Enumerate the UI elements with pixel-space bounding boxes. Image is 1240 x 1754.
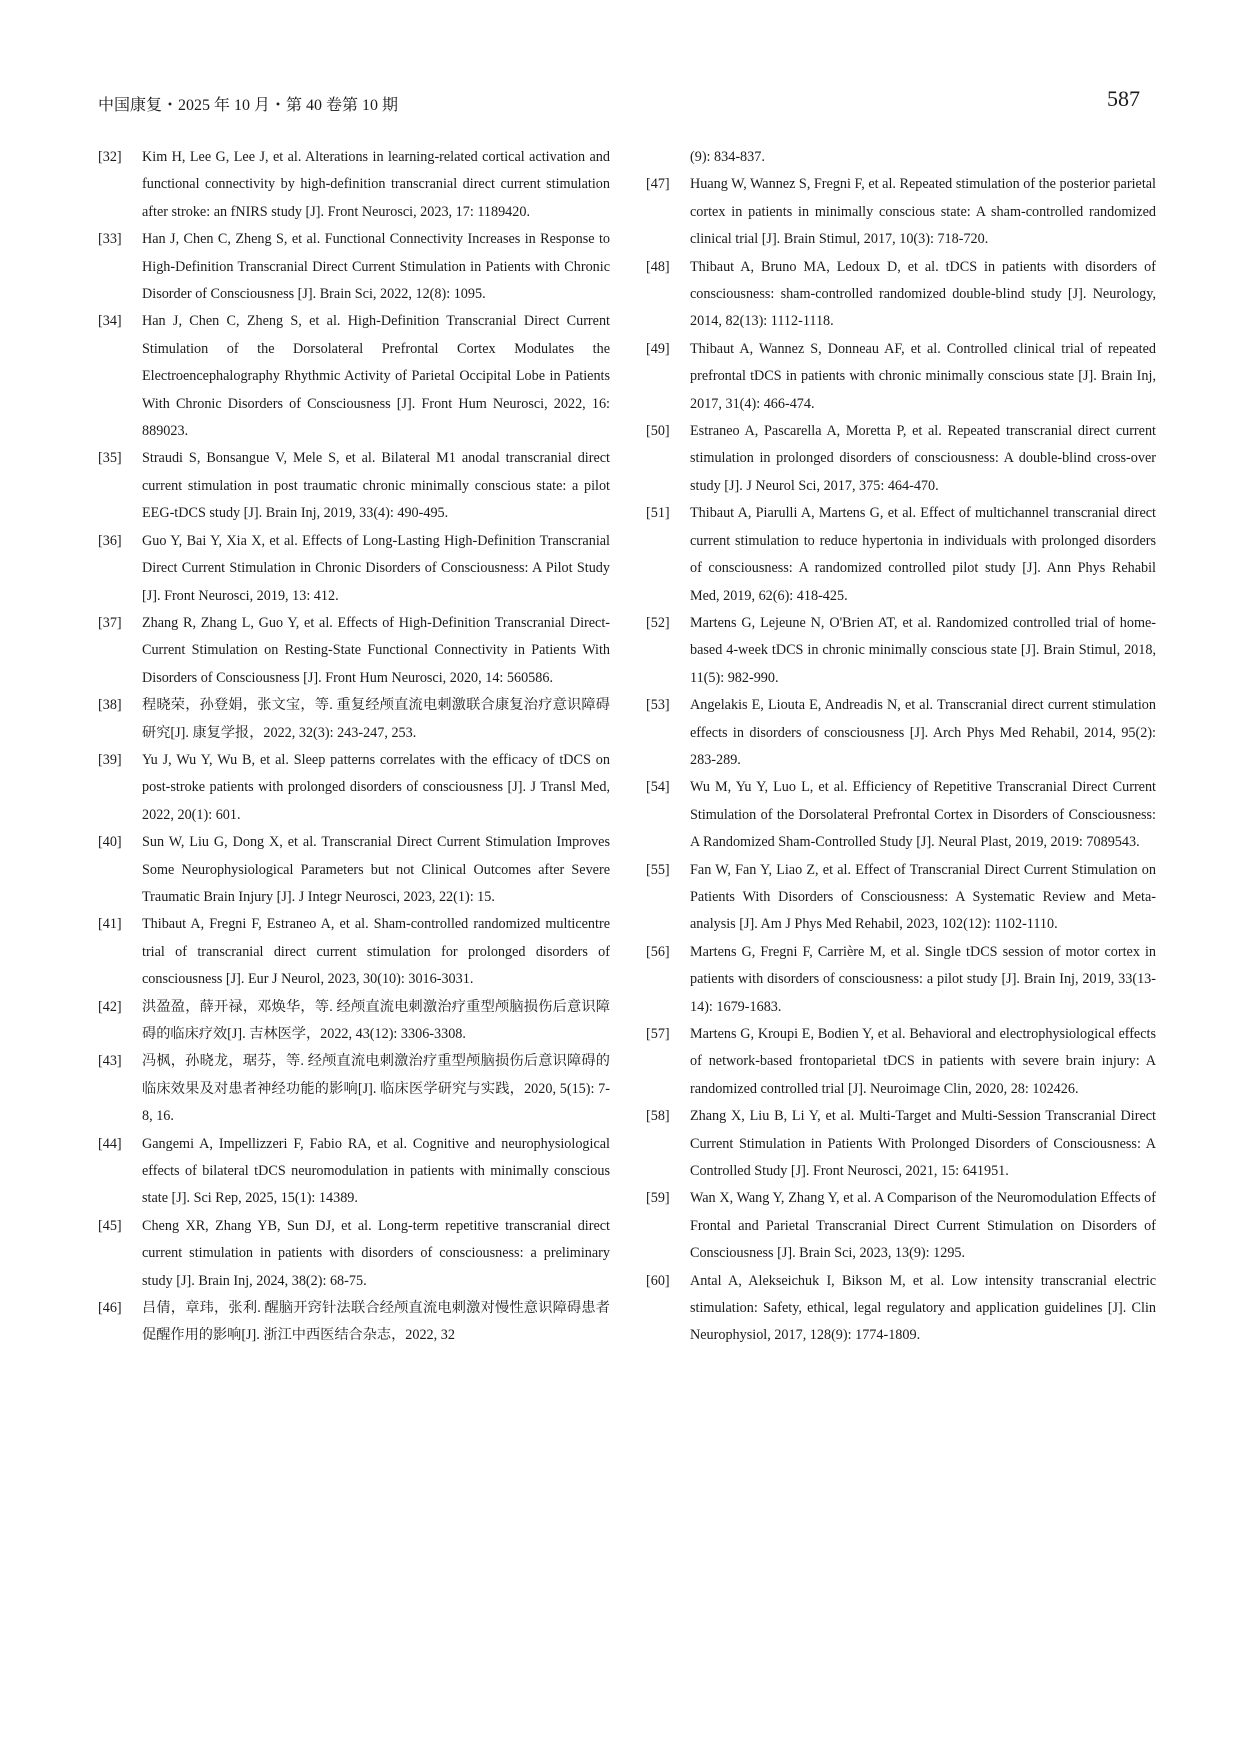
reference-number: [38] (98, 697, 122, 714)
reference-number: [56] (646, 943, 670, 960)
reference-number: [57] (646, 1026, 670, 1042)
reference-item (646, 1103, 1156, 1185)
reference-text: Estraneo A, Pascarella A, Moretta P, et al. Repeated transcranial direct current stimulation in prolonged disorders of consciousness: A double-blind cross-over study [J]. J Neurol Sci, 2017, 375: 464-470. (690, 423, 1156, 494)
reference-item (646, 418, 1156, 500)
reference-number: [40] (98, 834, 122, 851)
references-right-column (646, 144, 1156, 1350)
reference-item (98, 308, 610, 445)
reference-text: Gangemi A, Impellizzeri F, Fabio RA, et al. Cognitive and neurophysiological effects of bilateral tDCS neuromodulation in patients with minimally conscious state [J]. Sci Rep, 2025, 15(1): 14389. (142, 1135, 610, 1207)
reference-item (646, 1021, 1156, 1103)
reference-text: Thibaut A, Bruno MA, Ledoux D, et al. tDCS in patients with disorders of consciousness: sham-controlled randomized double-blind study [J]. Neurology, 2014, 82(13): 1112-1118. (690, 258, 1156, 330)
reference-item (98, 144, 610, 226)
reference-number: [50] (646, 423, 670, 440)
reference-item (98, 610, 610, 692)
reference-item (646, 1268, 1156, 1350)
reference-text: Fan W, Fan Y, Liao Z, et al. Effect of Transcranial Direct Current Stimulation on Patients With Disorders of Consciousness: A Systematic Review and Meta-analysis [J]. Am J Phys Med Rehabil, 2023, 102(12): 1102-1110. (690, 861, 1156, 933)
reference-text: Martens G, Lejeune N, O'Brien AT, et al. Randomized controlled trial of home-based 4-week tDCS in chronic minimally conscious state [J]. Brain Stimul, 2018, 11(5): 982-990. (690, 614, 1156, 686)
reference-number: [37] (98, 614, 122, 631)
reference-item (646, 336, 1156, 418)
reference-item (646, 939, 1156, 1021)
reference-number: [35] (98, 450, 122, 467)
reference-text: 洪盈盈，薛开禄，邓焕华，等. 经颅直流电刺激治疗重型颅脑损伤后意识障碍的临床疗效[J]. 吉林医学，2022, 43(12): 3306-3308. (142, 998, 610, 1042)
reference-text: Thibaut A, Wannez S, Donneau AF, et al. Controlled clinical trial of repeated prefrontal tDCS in patients with chronic minimally conscious state [J]. Brain Inj, 2017, 31(4): 466-474. (690, 340, 1156, 412)
reference-item (646, 692, 1156, 774)
reference-number: [55] (646, 861, 670, 878)
journal-title: 中国康复・2025 年 10 月・第 40 卷第 10 期 (98, 97, 399, 114)
reference-number: [43] (98, 1053, 122, 1070)
reference-text: Martens G, Kroupi E, Bodien Y, et al. Behavioral and electrophysiological effects of network-based frontoparietal tDCS in patients with severe brain injury: A randomized controlled trial [J]. Neuroimage Clin, 2020, 28: 102426. (690, 1026, 1156, 1097)
reference-number: [49] (646, 340, 670, 357)
reference-number: [32] (98, 149, 122, 165)
reference-text: Zhang R, Zhang L, Guo Y, et al. Effects of High-Definition Transcranial Direct-Current Stimulation on Resting-State Functional Connectivity in Patients With Disorders of Consciousness [J]. Front Hum Neurosci, 2020, 14: 560586. (142, 614, 610, 686)
reference-number: [52] (646, 614, 670, 631)
reference-item (98, 692, 610, 747)
reference-item (98, 994, 610, 1049)
reference-item (646, 254, 1156, 336)
reference-item (98, 1213, 610, 1295)
reference-text: 程晓荣，孙登娟，张文宝，等. 重复经颅直流电刺激联合康复治疗意识障碍研究[J]. 康复学报，2022, 32(3): 243-247, 253. (142, 697, 610, 741)
reference-item (646, 1185, 1156, 1267)
page-number: 587 (1107, 86, 1140, 111)
reference-number: [46] (98, 1300, 122, 1317)
reference-text: Angelakis E, Liouta E, Andreadis N, et al. Transcranial direct current stimulation effects in disorders of consciousness [J]. Arch Phys Med Rehabil, 2014, 95(2): 283-289. (690, 697, 1156, 768)
reference-text: Zhang X, Liu B, Li Y, et al. Multi-Target and Multi-Session Transcranial Direct Current Stimulation in Patients With Prolonged Disorders of Consciousness: A Controlled Study [J]. Front Neurosci, 2021, 15: 641951. (690, 1108, 1156, 1180)
page-header (98, 86, 1140, 120)
reference-item (98, 1048, 610, 1130)
reference-text: Han J, Chen C, Zheng S, et al. Functional Connectivity Increases in Response to High-Definition Transcranial Direct Current Stimulation in Patients with Chronic Disorder of Consciousness [J]. Brain Sci, 2022, 12(8): 1095. (142, 231, 610, 303)
reference-number: [58] (646, 1108, 670, 1125)
reference-item (646, 774, 1156, 856)
references-left-column (98, 144, 610, 1350)
reference-text: Sun W, Liu G, Dong X, et al. Transcranial Direct Current Stimulation Improves Some Neurophysiological Parameters but not Clinical Outcomes after Severe Traumatic Brain Injury [J]. J Integr Neurosci, 2023, 22(1): 15. (142, 834, 610, 905)
reference-text: Antal A, Alekseichuk I, Bikson M, et al. Low intensity transcranial electric stimulation: Safety, ethical, legal regulatory and application guidelines [J]. Clin Neurophysiol, 2017, 128(9): 1774-1809. (690, 1272, 1156, 1344)
reference-number: [45] (98, 1217, 122, 1234)
reference-text: Martens G, Fregni F, Carrière M, et al. Single tDCS session of motor cortex in patients with disorders of consciousness: a pilot study [J]. Brain Inj, 2019, 33(13-14): 1679-1683. (690, 943, 1156, 1015)
reference-number: [41] (98, 916, 122, 933)
reference-item (646, 500, 1156, 610)
reference-text: Cheng XR, Zhang YB, Sun DJ, et al. Long-term repetitive transcranial direct current stimulation in patients with disorders of consciousness: a preliminary study [J]. Brain Inj, 2024, 38(2): 68-75. (142, 1217, 610, 1289)
reference-item (98, 1295, 610, 1350)
reference-text: Wu M, Yu Y, Luo L, et al. Efficiency of Repetitive Transcranial Direct Current Stimulation of the Dorsolateral Prefrontal Cortex in Disorders of Consciousness: A Randomized Sham-Controlled Study [J]. Neural Plast, 2019, 2019: 7089543. (690, 779, 1156, 851)
reference-item (98, 445, 610, 527)
reference-number: [33] (98, 231, 122, 248)
reference-number: [36] (98, 532, 122, 549)
reference-item (646, 171, 1156, 253)
reference-number: [48] (646, 258, 670, 275)
reference-item (98, 911, 610, 993)
reference-text: Straudi S, Bonsangue V, Mele S, et al. Bilateral M1 anodal transcranial direct current stimulation in post traumatic chronic minimally conscious state: a pilot EEG-tDCS study [J]. Brain Inj, 2019, 33(4): 490-495. (142, 450, 610, 522)
reference-number: [51] (646, 505, 670, 522)
reference-text: Yu J, Wu Y, Wu B, et al. Sleep patterns correlates with the efficacy of tDCS on post-stroke patients with prolonged disorders of consciousness [J]. J Transl Med, 2022, 20(1): 601. (142, 751, 610, 823)
reference-number: [39] (98, 751, 122, 768)
reference-item (98, 829, 610, 911)
reference-continuation: (9): 834-837. (690, 149, 765, 165)
reference-text: Thibaut A, Piarulli A, Martens G, et al. Effect of multichannel transcranial direct current stimulation to reduce hypertonia in individuals with prolonged disorders of consciousness: A randomized controlled pilot study [J]. Ann Phys Rehabil Med, 2019, 62(6): 418-425. (690, 505, 1156, 604)
reference-number: [59] (646, 1190, 670, 1207)
reference-number: [34] (98, 313, 122, 330)
reference-item (646, 610, 1156, 692)
reference-item (98, 226, 610, 308)
reference-number: [54] (646, 779, 670, 796)
reference-item (646, 857, 1156, 939)
reference-item (98, 528, 610, 610)
reference-text: 吕倩，章玮，张利. 醒脑开窍针法联合经颅直流电刺激对慢性意识障碍患者促醒作用的影响[J]. 浙江中西医结合杂志，2022, 32 (142, 1300, 610, 1344)
reference-text: Kim H, Lee G, Lee J, et al. Alterations in learning-related cortical activation and functional connectivity by high-definition transcranial direct current stimulation after stroke: an fNIRS study [J]. Front Neurosci, 2023, 17: 1189420. (142, 149, 610, 220)
reference-number: [44] (98, 1135, 122, 1152)
reference-number: [47] (646, 176, 670, 193)
reference-number: [60] (646, 1272, 670, 1289)
reference-text: Guo Y, Bai Y, Xia X, et al. Effects of Long-Lasting High-Definition Transcranial Direct Current Stimulation in Chronic Disorders of Consciousness: A Pilot Study [J]. Front Neurosci, 2019, 13: 412. (142, 532, 610, 604)
reference-text: Thibaut A, Fregni F, Estraneo A, et al. Sham-controlled randomized multicentre trial of transcranial direct current stimulation for prolonged disorders of consciousness [J]. Eur J Neurol, 2023, 30(10): 3016-3031. (142, 916, 610, 988)
reference-item (98, 747, 610, 829)
reference-text: Huang W, Wannez S, Fregni F, et al. Repeated stimulation of the posterior parietal cortex in patients in minimally conscious state: A sham-controlled randomized clinical trial [J]. Brain Stimul, 2017, 10(3): 718-720. (690, 176, 1156, 248)
reference-number: [42] (98, 998, 122, 1015)
reference-item (98, 1131, 610, 1213)
reference-text: Han J, Chen C, Zheng S, et al. High-Definition Transcranial Direct Current Stimulation of the Dorsolateral Prefrontal Cortex Modulates the Electroencephalography Rhythmic Activity of Parietal Occipital Lobe in Patients With Chronic Disorders of Consciousness [J]. Front Hum Neurosci, 2022, 16: 889023. (142, 313, 610, 440)
reference-text: Wan X, Wang Y, Zhang Y, et al. A Comparison of the Neuromodulation Effects of Frontal and Parietal Transcranial Direct Current Stimulation on Disorders of Consciousness [J]. Brain Sci, 2023, 13(9): 1295. (690, 1190, 1156, 1262)
reference-number: [53] (646, 697, 670, 714)
reference-text: 冯枫，孙晓龙，琚芬，等. 经颅直流电刺激治疗重型颅脑损伤后意识障碍的临床效果及对患者神经功能的影响[J]. 临床医学研究与实践，2020, 5(15): 7-8, 16. (142, 1053, 610, 1125)
